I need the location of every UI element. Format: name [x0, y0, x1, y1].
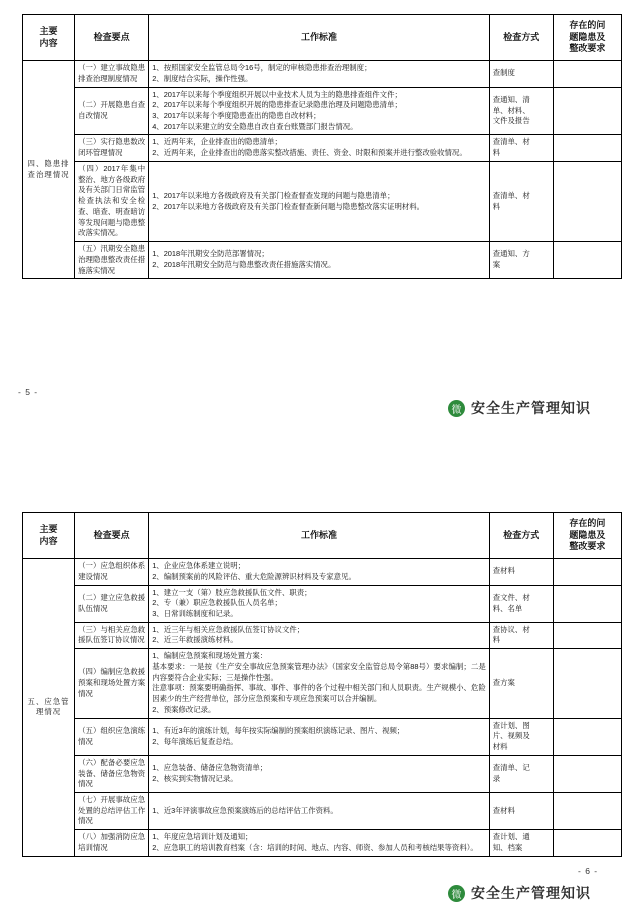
method-line: 查计划、通 [492, 832, 530, 842]
check-point-cell: （五）汛期安全隐患治理隐患整改责任措施落实情况 [75, 242, 149, 279]
issues-cell[interactable] [553, 559, 621, 585]
inspection-table-1 [22, 14, 622, 279]
standard-line: 1、按照国家安全监管总局令16号，制定的审核隐患排查治理制度； [152, 63, 372, 73]
method-line: 料 [492, 635, 501, 645]
method-line: 查清单、材 [492, 137, 530, 147]
method-line: 查通知、方 [492, 249, 530, 259]
check-point-cell: （四）2017年集中整治、地方各级政府及有关部门日常监管检查执法和安全检查、暗查、明查暗访等发现问题与隐患整改落实情况。 [75, 161, 149, 241]
standard-line: 2、专（兼）职应急救援队伍人员名单； [152, 598, 282, 608]
header-issues-and-requirements [553, 15, 621, 61]
table-row [23, 649, 622, 718]
work-standard-cell [149, 135, 490, 161]
table-row [23, 161, 622, 241]
inspection-table-page-5 [22, 14, 622, 279]
method-line: 案 [492, 260, 501, 270]
check-point-cell: （一）应急组织体系建设情况 [75, 559, 149, 585]
table-row [23, 622, 622, 648]
method-line: 查清单、记 [492, 763, 530, 773]
header-main-content [23, 15, 75, 61]
check-point-cell: （八）加强消防应急培训情况 [75, 830, 149, 856]
standard-line: 2、近两年来，企业排查出的隐患落实整改措施、责任、资金、时限和预案并进行整改验收情况。 [152, 148, 467, 158]
inspection-table-2 [22, 512, 622, 857]
check-point-cell: （四）编制应急救援预案和现场处置方案情况 [75, 649, 149, 718]
method-line: 单、材料、 [492, 105, 530, 115]
header-issues-line3: 整改要求 [569, 541, 606, 552]
table-row [23, 793, 622, 830]
header-check-points: 检查要点 [75, 15, 149, 61]
standard-line: 基本要求：一是按《生产安全事故应急预案管理办法》（国家安全监管总局令第88号）要求编制；二是内容要符合企业实际；三是操作性强。 [152, 661, 486, 682]
header-check-method: 检查方式 [489, 15, 553, 61]
standard-line: 注意事项：预案要明确指挥、事故、事件、事件的各个过程中相关部门和人员职责。生产规模小、危险因素少的生产经营单位，部分应急预案和专项应急预案可以合并编制。 [152, 683, 486, 704]
issues-cell[interactable] [553, 87, 621, 135]
table-row [23, 242, 622, 279]
issues-cell[interactable] [553, 135, 621, 161]
standard-line: 1、应急装备、储备应急物资清单； [152, 763, 268, 773]
method-line: 材料 [492, 742, 508, 752]
page-number-first: - 5 - [18, 387, 39, 397]
method-line: 片、视频及 [492, 731, 530, 741]
standard-line: 1、编制应急预案和现场处置方案： [152, 651, 268, 661]
standard-line: 2、预案修改记录。 [152, 704, 216, 714]
standard-line: 1、近三年与相关应急救援队伍签订协议文件； [152, 624, 305, 634]
standard-line: 2、应急职工的培训教育档案（含：培训的时间、地点、内容、师资、参加人员和考核结果等资料）。 [152, 842, 478, 852]
watermark-text: 安全生产管理知识 [471, 400, 591, 416]
table-body-1 [23, 61, 622, 279]
issues-cell[interactable] [553, 755, 621, 792]
check-method-cell [489, 755, 553, 792]
work-standard-cell [149, 559, 490, 585]
check-point-cell: （三）与相关应急救援队伍签订协议情况 [75, 622, 149, 648]
issues-cell[interactable] [553, 622, 621, 648]
issues-cell[interactable] [553, 242, 621, 279]
work-standard-cell [149, 718, 490, 755]
standard-line: 2、2018年汛期安全防范与隐患整改责任措施落实情况。 [152, 260, 336, 270]
header-issues-line2: 题隐患及 [569, 529, 606, 540]
standard-line: 2、2017年以来地方各级政府及有关部门检查督查新问题与隐患整改落实证明材料。 [152, 201, 425, 211]
method-line: 料 [492, 148, 501, 158]
check-point-cell: （六）配备必要应急装备、储备应急物资情况 [75, 755, 149, 792]
header-main-content-line1: 主要 [39, 523, 58, 534]
work-standard-cell [149, 87, 490, 135]
header-work-standard: 工作标准 [149, 15, 490, 61]
category-cell: 五、应急管理情况 [23, 559, 75, 857]
check-method-cell [489, 585, 553, 622]
method-line: 查方案 [492, 678, 515, 688]
watermark-second [448, 883, 591, 903]
check-method-cell [489, 61, 553, 87]
header-check-method: 检查方式 [489, 513, 553, 559]
method-line: 查制度 [492, 68, 515, 78]
check-method-cell [489, 622, 553, 648]
table-row [23, 135, 622, 161]
work-standard-cell [149, 830, 490, 856]
check-method-cell [489, 793, 553, 830]
check-method-cell [489, 242, 553, 279]
method-line: 查清单、材 [492, 190, 530, 200]
work-standard-cell [149, 242, 490, 279]
standard-line: 2、核实到实物情况记录。 [152, 773, 238, 783]
header-issues-line1: 存在的问 [569, 20, 606, 30]
standard-line: 3、日常训练制度和记录。 [152, 609, 238, 618]
page-number-second: - 6 - [578, 866, 599, 876]
method-line: 查通知、清 [492, 94, 530, 104]
check-method-cell [489, 649, 553, 718]
standard-line: 1、有近3年的演练计划，每年按实际编制的预案组织演练记录、图片、视频； [152, 725, 405, 735]
category-cell: 四、隐患排查治理情况 [23, 61, 75, 279]
header-work-standard: 工作标准 [149, 513, 490, 559]
watermark-first [448, 398, 591, 418]
method-line: 录 [492, 773, 501, 783]
issues-cell[interactable] [553, 649, 621, 718]
method-line: 查计划、图 [492, 720, 530, 730]
standard-line: 2、2017年以来每个季度组织开展的隐患排查记录隐患治理及问题隐患清单； [152, 100, 402, 110]
inspection-table-page-6 [22, 512, 622, 857]
work-standard-cell [149, 161, 490, 241]
wechat-icon: 微 [448, 400, 465, 417]
table-row [23, 559, 622, 585]
issues-cell[interactable] [553, 830, 621, 856]
check-method-cell [489, 135, 553, 161]
work-standard-cell [149, 755, 490, 792]
header-main-content-line1: 主要 [39, 25, 58, 36]
check-method-cell [489, 718, 553, 755]
work-standard-cell [149, 793, 490, 830]
wechat-icon: 微 [448, 885, 465, 902]
header-main-content-line2: 内容 [39, 37, 58, 48]
check-point-cell: （二）建立应急救援队伍情况 [75, 585, 149, 622]
standard-line: 1、2017年以来地方各级政府及有关部门检查督查发现的问题与隐患清单； [152, 190, 395, 200]
check-point-cell: （二）开展隐患自查自改情况 [75, 87, 149, 135]
issues-cell[interactable] [553, 718, 621, 755]
check-method-cell [489, 161, 553, 241]
standard-line: 1、近3年评演事故应急预案演练后的总结评估工作资料。 [152, 805, 338, 815]
header-issues-line1: 存在的问 [569, 518, 606, 528]
method-line: 查材料 [492, 566, 515, 576]
work-standard-cell [149, 649, 490, 718]
method-line: 文件及报告 [492, 116, 530, 126]
check-method-cell [489, 559, 553, 585]
table-row [23, 755, 622, 792]
header-issues-and-requirements [553, 513, 621, 559]
table-row [23, 718, 622, 755]
issues-cell[interactable] [553, 585, 621, 622]
header-issues-line3: 整改要求 [569, 43, 606, 54]
standard-line: 1、2018年汛期安全防范部署情况； [152, 249, 269, 259]
standard-line: 1、2017年以来每个季度组织开展以中业技术人员为主的隐患排查组件文件； [152, 89, 402, 99]
header-issues-line2: 题隐患及 [569, 31, 606, 42]
check-method-cell [489, 87, 553, 135]
table-body-2 [23, 559, 622, 857]
header-check-points: 检查要点 [75, 513, 149, 559]
standard-line: 3、2017年以来每个季度隐患查出的隐患自改材料； [152, 111, 321, 120]
issues-cell[interactable] [553, 793, 621, 830]
check-point-cell: （三）实行隐患数改闭环管理情况 [75, 135, 149, 161]
check-point-cell: （一）建立事故隐患排查治理制度情况 [75, 61, 149, 87]
method-line: 知、档案 [492, 842, 523, 852]
issues-cell[interactable] [553, 61, 621, 87]
check-point-cell: （七）开展事故应急处置的总结评估工作情况 [75, 793, 149, 830]
table-header-row [23, 513, 622, 559]
work-standard-cell [149, 585, 490, 622]
standard-line: 2、编制预案前的风险评估、重大危险源辨识材料及专家意见。 [152, 571, 356, 581]
method-line: 查材料 [492, 805, 515, 815]
table-row [23, 585, 622, 622]
header-main-content-line2: 内容 [39, 535, 58, 546]
watermark-text: 安全生产管理知识 [471, 885, 591, 901]
method-line: 查协议、材 [492, 624, 530, 634]
issues-cell[interactable] [553, 161, 621, 241]
standard-line: 1、建立一支（第）肢应急救援队伍文件、职责； [152, 587, 312, 597]
method-line: 料 [492, 201, 501, 211]
table-row [23, 87, 622, 135]
standard-line: 1、企业应急体系建立说明； [152, 561, 245, 571]
method-line: 料、名单 [492, 603, 523, 613]
table-header-row [23, 15, 622, 61]
header-main-content [23, 513, 75, 559]
method-line: 查文件、材 [492, 592, 530, 602]
standard-line: 2、近三年救援演练材料。 [152, 635, 238, 645]
standard-line: 2、每年演练后复查总结。 [152, 736, 238, 746]
standard-line: 1、年度应急培训计划及通知； [152, 832, 253, 842]
check-point-cell: （五）组织应急演练情况 [75, 718, 149, 755]
check-method-cell [489, 830, 553, 856]
table-row [23, 830, 622, 856]
work-standard-cell [149, 622, 490, 648]
standard-line: 4、2017年以来建立的安全隐患自改自查台账暨部门报告情况。 [152, 121, 358, 131]
standard-line: 1、近两年来，企业排查出的隐患清单； [152, 137, 282, 147]
table-row [23, 61, 622, 87]
standard-line: 2、制度结合实际，操作性强。 [152, 73, 253, 83]
work-standard-cell [149, 61, 490, 87]
